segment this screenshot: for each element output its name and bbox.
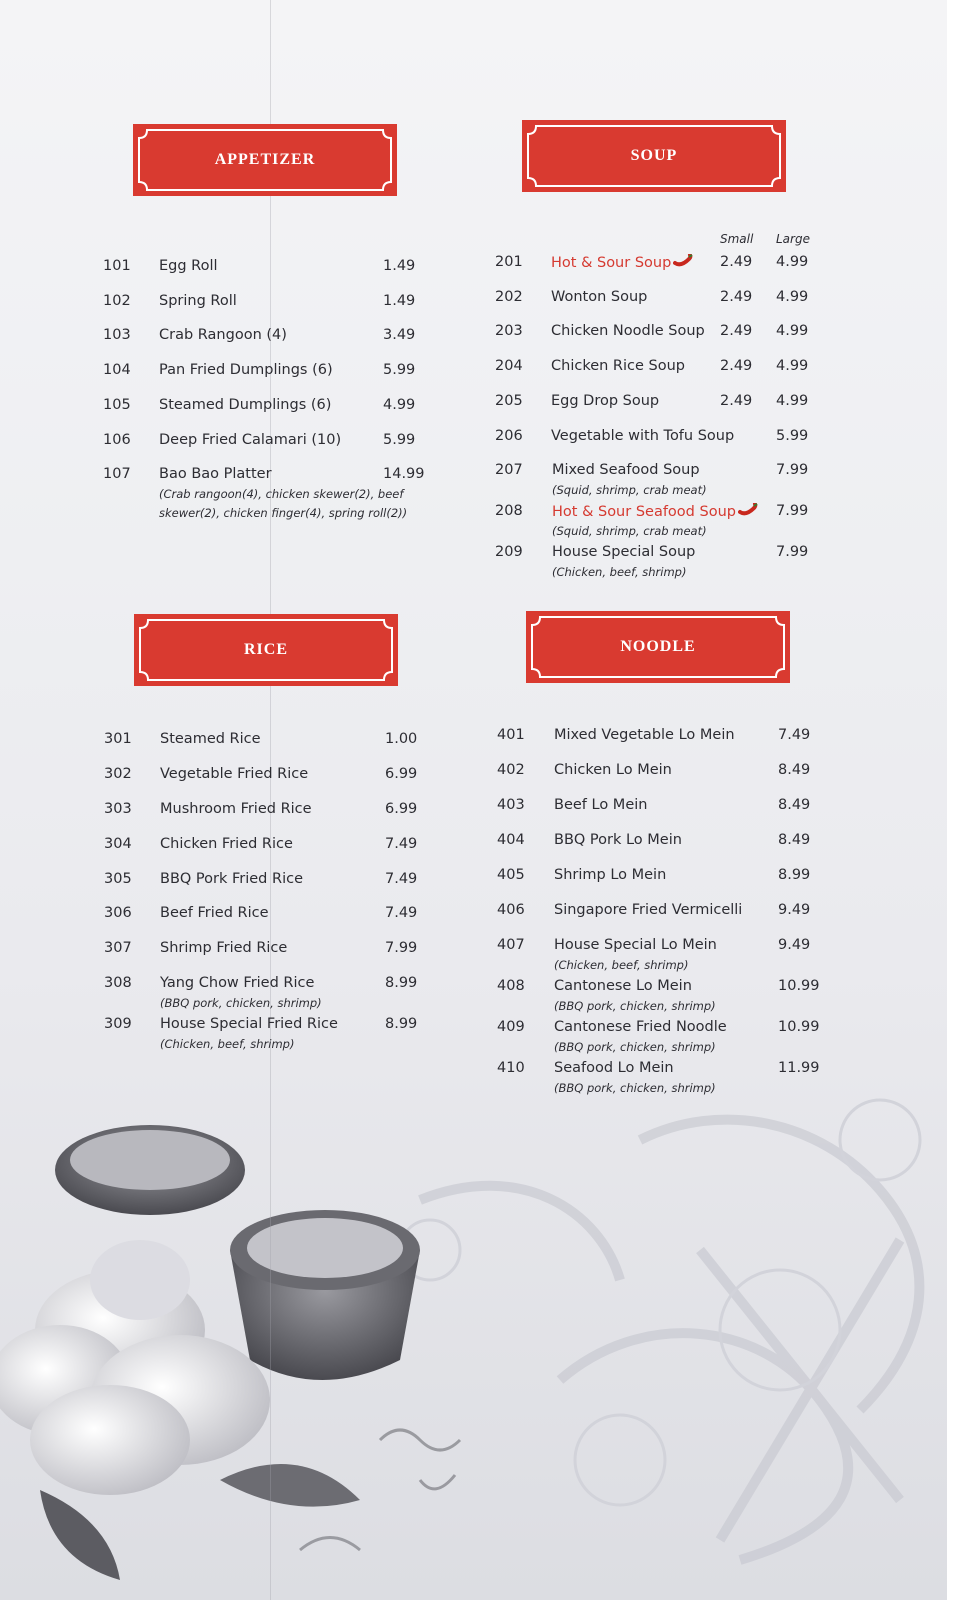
appetizer-title: APPETIZER <box>214 151 316 168</box>
item-description: (Chicken, beef, shrimp) <box>552 565 687 579</box>
soup-banner <box>522 120 786 192</box>
item-description: (BBQ pork, chicken, shrimp) <box>554 1040 716 1054</box>
item-description: (Squid, shrimp, crab meat) <box>552 483 707 497</box>
rice-banner <box>134 614 398 686</box>
noodle-title: NOODLE <box>620 638 696 655</box>
item-description: (Chicken, beef, shrimp) <box>554 958 689 972</box>
col-head-large: Large <box>776 232 810 246</box>
noodle-banner <box>526 611 790 683</box>
item-description: (BBQ pork, chicken, shrimp) <box>554 999 716 1013</box>
item-description: skewer(2), chicken finger(4), spring roll(2)) <box>159 506 408 520</box>
item-description: (BBQ pork, chicken, shrimp) <box>160 996 322 1010</box>
chili-pepper-icon <box>738 503 758 517</box>
soup-title: SOUP <box>630 147 678 164</box>
page-edge <box>947 0 969 1600</box>
tea-and-flower-illustration <box>0 1080 969 1600</box>
col-head-small: Small <box>720 232 754 246</box>
item-description: (BBQ pork, chicken, shrimp) <box>554 1081 716 1095</box>
chili-pepper-icon <box>673 254 693 268</box>
rice-title: RICE <box>243 641 288 658</box>
item-description: (Crab rangoon(4), chicken skewer(2), beef <box>159 487 404 501</box>
appetizer-banner <box>133 124 397 196</box>
menu-page: APPETIZER SOUP RICE NOODLE 101 Egg Roll 1.49 102 Spring Roll 1.49 103 Crab Rangoon (4) 3.49 104 Pan Fried Dumplings (6) 5.99 105 Steamed Dumplings (6) 4.99 106 Deep Fried Calamari (10) 5.99 107 Bao Bao Platter 14.99 (Crab rangoon(4), chicken skewer(2), beef skewer(2), chicken finger(4), spring roll(2)) Small Large 201 Hot & Sour Soup 2.49 4.99 202 Wonton Soup 2.49 4.99 203 Chicken Noodle Soup 2.49 4.99 204 Chicken Rice Soup 2.49 4.99 205 Egg Drop Soup 2.49 4.99 206 Vegetable with Tofu Soup 5.99 207 Mixed Seafood Soup 7.99 (Squid, shrimp, crab meat) 208 Hot & Sour Seafood Soup 7.99 (Squid, shrimp, crab meat) 209 House Special Soup 7.99 (Chicken, beef, shrimp) 301 Steamed Rice 1.00 302 Vegetable Fried Rice 6.99 303 Mushroom Fried Rice 6.99 304 Chicken Fried Rice 7.49 305 BBQ Pork Fried Rice 7.49 306 Beef Fried Rice 7.49 307 Shrimp Fried Rice 7.99 308 Yang Chow Fried Rice 8.99 (BBQ pork, chicken, shrimp) 309 House Special Fried Rice 8.99 (Chicken, beef, shrimp) 401 Mixed Vegetable Lo Mein 7.49 402 Chicken Lo Mein 8.49 403 Beef Lo Mein 8.49 404 BBQ Pork Lo Mein 8.49 405 Shrimp Lo Mein 8.99 406 Singapore Fried Vermicelli 9.49 407 House Special Lo Mein 9.49 (Chicken, beef, shrimp) 408 Cantonese Lo Mein 10.99 (BBQ pork, chicken, shrimp) 409 Cantonese Fried Noodle 10.99 (BBQ pork, chicken, shrimp) 410 Seafood Lo Mein 11.99 (BBQ pork, chicken, shrimp) <box>0 0 969 1600</box>
page-fold-line <box>270 0 271 1600</box>
item-description: (Chicken, beef, shrimp) <box>160 1037 295 1051</box>
item-description: (Squid, shrimp, crab meat) <box>552 524 707 538</box>
